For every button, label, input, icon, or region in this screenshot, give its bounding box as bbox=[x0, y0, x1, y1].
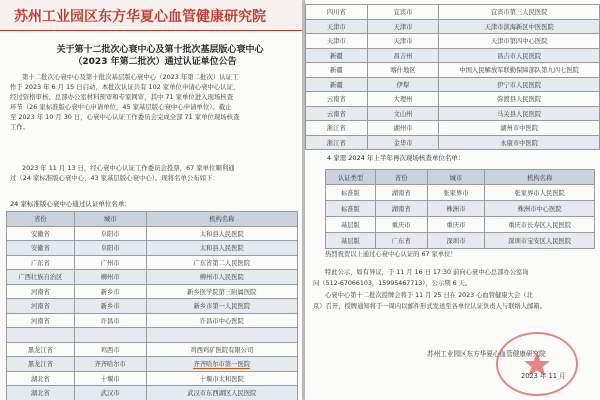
institution-cell: 永康市中医院 bbox=[439, 135, 600, 150]
province-cell: 广东省 bbox=[375, 233, 427, 249]
city-cell: 湖州市 bbox=[367, 121, 439, 136]
city-cell: 武汉市 bbox=[74, 386, 146, 400]
table-row bbox=[306, 5, 600, 20]
column-header: 认证类型 bbox=[326, 170, 376, 185]
official-seal-icon bbox=[496, 332, 578, 396]
table-row bbox=[7, 386, 298, 400]
city-cell: 伊犁 bbox=[367, 77, 439, 92]
institution-cell: 武汉市东西湖区人民医院 bbox=[146, 386, 297, 400]
recheck-units-table bbox=[325, 169, 595, 249]
signature-organization: 苏州工业园区东方华夏心血管健康研究院 bbox=[427, 350, 546, 358]
city-cell: 深圳市 bbox=[427, 233, 485, 249]
table-row bbox=[326, 233, 595, 249]
letterhead bbox=[0, 0, 302, 31]
paragraph-2 bbox=[10, 163, 235, 183]
institution-cell: 湖州市中医院 bbox=[439, 121, 600, 136]
province-cell: 湖北省 bbox=[7, 371, 75, 386]
table-header-row bbox=[7, 212, 298, 227]
table-row bbox=[306, 19, 600, 34]
type-cell: 标准版 bbox=[326, 185, 376, 201]
city-cell: 广州市 bbox=[74, 255, 146, 270]
institution-cell: 宜宾市第三人民医院 bbox=[439, 5, 600, 20]
institution-cell: 中国人民解放军联勤保障部队第九四七医院 bbox=[439, 63, 600, 78]
table-row bbox=[306, 121, 600, 136]
institution-cell: 伊宁市人民医院 bbox=[439, 77, 600, 92]
province-cell: 安徽省 bbox=[7, 241, 75, 256]
city-cell: 金华市 bbox=[367, 135, 439, 150]
table-row bbox=[7, 371, 298, 386]
institution-cell: 十堰市太和医院 bbox=[146, 371, 297, 386]
highlighted-institution: 齐齐哈尔市第一医院 bbox=[193, 361, 251, 369]
table-row bbox=[7, 270, 298, 285]
table-row bbox=[326, 201, 595, 217]
province-cell: 湖南省 bbox=[375, 185, 427, 201]
paragraph-1 bbox=[10, 72, 239, 132]
province-cell: 湖南省 bbox=[375, 201, 427, 217]
table-row bbox=[7, 328, 298, 343]
city-cell: 齐齐哈尔市 bbox=[74, 357, 146, 372]
closing-line: 特此公示，如有异议，于 11 月 16 日 17:30 前向心衰中心总部办公室询 bbox=[325, 268, 529, 276]
province-cell: 云南省 bbox=[306, 106, 368, 121]
city-cell: 阜阳市 bbox=[74, 226, 146, 241]
institution-cell: 鸡西鸡矿医院有限公司 bbox=[146, 342, 297, 357]
column-header: 省份 bbox=[7, 212, 75, 227]
province-cell: 四川省 bbox=[306, 5, 368, 20]
city-cell bbox=[74, 328, 146, 343]
passed-units-table bbox=[6, 211, 298, 400]
city-cell: 昌吉州 bbox=[367, 48, 439, 63]
signature-date: 2023 年 11 月 bbox=[521, 372, 566, 380]
city-cell: 许昌市 bbox=[74, 313, 146, 328]
province-cell: 重庆市 bbox=[375, 217, 427, 233]
institution-cell: 株洲市中心医院 bbox=[485, 201, 595, 217]
table-caption: 24 家标准版心衰中心通过认证单位名单： bbox=[10, 200, 131, 208]
closing-line: 京）召开，授牌通知将于一周内以邮件形式发送至各单位认证负责人与联络人邮箱。 bbox=[313, 303, 546, 310]
paragraph-line: 环节（26 家标准版心衰中心申请单位，45 家基层版心衰中心申请单位）。截止 bbox=[10, 103, 232, 111]
table-row bbox=[7, 299, 298, 314]
table-row bbox=[306, 34, 600, 49]
institution-cell bbox=[146, 357, 297, 372]
letterhead-title: 苏州工业园区东方华夏心血管健康研究院 bbox=[14, 9, 266, 25]
city-cell: 阜阳市 bbox=[74, 241, 146, 256]
table-row bbox=[306, 77, 600, 92]
province-cell: 新疆 bbox=[306, 63, 368, 78]
notice-title-line-1: 关于第十二批次心衰中心及第十批次基层版心衰中心 bbox=[56, 45, 264, 55]
province-cell: 浙江省 bbox=[306, 135, 368, 150]
paragraph-line: 至 2023 年 10 月 30 日，心衰中心认证工作委员会完成全部 71 家单位现场核查 bbox=[10, 113, 240, 121]
institution-cell: 天津市第四中心医院 bbox=[439, 34, 600, 49]
city-cell: 株洲市 bbox=[427, 201, 485, 217]
table-row bbox=[7, 226, 298, 241]
province-cell: 广东省 bbox=[7, 255, 75, 270]
table-row bbox=[7, 241, 298, 256]
city-cell: 天津市 bbox=[367, 34, 439, 49]
table-row bbox=[306, 48, 600, 63]
province-cell: 河南省 bbox=[7, 313, 75, 328]
table-header-row bbox=[326, 170, 595, 185]
institution-cell: 天津市滨海新区中医医院 bbox=[439, 19, 600, 34]
province-cell: 安徽省 bbox=[7, 226, 75, 241]
closing-paragraphs bbox=[313, 249, 546, 313]
table-row bbox=[306, 92, 600, 107]
institution-cell: 广东省第二人民医院 bbox=[146, 255, 297, 270]
table-row bbox=[7, 284, 298, 299]
province-cell: 河南省 bbox=[7, 284, 75, 299]
type-cell: 基层版 bbox=[326, 217, 376, 233]
city-cell: 新乡市 bbox=[74, 284, 146, 299]
notice-title-line-2: （2023 年第二批次）通过认证单位公告 bbox=[73, 57, 237, 67]
city-cell: 柳州市 bbox=[74, 270, 146, 285]
seal-star-icon bbox=[498, 334, 576, 394]
closing-line: 热烈祝贺以上通过心衰中心认证的 67 家单位！ bbox=[325, 251, 457, 258]
paragraph-line: 经过资格审核、总部办公室材料预审和专家网审，其中 71 家单位进入现场核查 bbox=[10, 93, 234, 101]
column-header: 省份 bbox=[375, 170, 427, 185]
type-cell: 标准版 bbox=[326, 201, 376, 217]
institution-cell: 昌吉市人民医院 bbox=[439, 48, 600, 63]
province-cell: 黑龙江省 bbox=[7, 357, 75, 372]
province-cell: 湖北省 bbox=[7, 386, 75, 400]
institution-cell: 张家界市人民医院 bbox=[485, 185, 595, 201]
province-cell: 新疆 bbox=[306, 77, 368, 92]
institution-cell bbox=[146, 328, 297, 343]
city-cell: 鸡西市 bbox=[74, 342, 146, 357]
province-cell: 天津市 bbox=[306, 19, 368, 34]
table-row bbox=[326, 217, 595, 233]
city-cell: 天津市 bbox=[367, 19, 439, 34]
table-row bbox=[7, 342, 298, 357]
table-row bbox=[7, 357, 298, 372]
province-cell: 浙江省 bbox=[306, 121, 368, 136]
paragraph-line: 作于 2023 年 6 月 15 日启动，本批次认证共有 102 家单位申请心衰中心认证， bbox=[10, 83, 240, 91]
institution-cell: 深圳市宝安区人民医院 bbox=[485, 233, 595, 249]
institution-cell: 新乡医学院第三附属医院 bbox=[146, 284, 297, 299]
table-row bbox=[306, 63, 600, 78]
city-cell: 新乡市 bbox=[74, 299, 146, 314]
column-header: 城市 bbox=[74, 212, 146, 227]
paragraph-line: 工作。 bbox=[10, 123, 30, 131]
province-cell: 广西壮族自治区 bbox=[7, 270, 75, 285]
table-row bbox=[7, 255, 298, 270]
city-cell: 宜宾市 bbox=[367, 5, 439, 20]
column-header: 机构名称 bbox=[485, 170, 595, 185]
province-cell: 新疆 bbox=[306, 48, 368, 63]
city-cell: 大理州 bbox=[367, 92, 439, 107]
type-cell: 基层版 bbox=[326, 233, 376, 249]
table-row bbox=[306, 135, 600, 150]
institution-cell: 柳州市人民医院 bbox=[146, 270, 297, 285]
table-row bbox=[7, 313, 298, 328]
table-row bbox=[326, 185, 595, 201]
city-cell: 张家界市 bbox=[427, 185, 485, 201]
paragraph-line: 2023 年 11 月 13 日，经心衰中心认证工作委员会投票，67 家单位顺利通 bbox=[22, 164, 235, 172]
province-cell: 黑龙江省 bbox=[7, 342, 75, 357]
province-cell: 河南省 bbox=[7, 299, 75, 314]
column-header: 城市 bbox=[427, 170, 485, 185]
paragraph-line: 过（24 家标准版心衰中心、43 家基层版心衰中心）。现将名单公布如下： bbox=[10, 174, 219, 182]
column-header: 机构名称 bbox=[146, 212, 297, 227]
institution-cell: 重庆市长寿区人民医院 bbox=[485, 217, 595, 233]
closing-line: 心衰中心第十二批次授牌会将于 11 月 25 日在 2023 心血管健康大会（北 bbox=[325, 291, 533, 299]
passed-units-table-continued bbox=[305, 4, 600, 150]
institution-cell: 马关县人民医院 bbox=[439, 106, 600, 121]
institution-cell: 许昌市中心医院 bbox=[146, 313, 297, 328]
province-cell: 天津市 bbox=[306, 34, 368, 49]
province-cell: 云南省 bbox=[306, 92, 368, 107]
city-cell: 十堰市 bbox=[74, 371, 146, 386]
province-cell bbox=[7, 328, 75, 343]
paragraph-line: 第十二批次心衰中心及第十批次基层版心衰中心（2023 年第二批次）认证工 bbox=[22, 73, 239, 81]
institution-cell: 弥渡县人民医院 bbox=[439, 92, 600, 107]
institution-cell: 太和县人民医院 bbox=[146, 241, 297, 256]
institution-cell: 太和县人民医院 bbox=[146, 226, 297, 241]
city-cell: 重庆市 bbox=[427, 217, 485, 233]
institution-cell: 新乡市第一人民医院 bbox=[146, 299, 297, 314]
table-row bbox=[306, 106, 600, 121]
city-cell: 文山州 bbox=[367, 106, 439, 121]
city-cell: 喀什地区 bbox=[367, 63, 439, 78]
recheck-table-caption: 4 家需 2024 年上半年再次现场核查单位名单： bbox=[327, 154, 465, 162]
closing-line: 问（512-67066103，15995467713），公示期 6 天。 bbox=[313, 280, 472, 287]
